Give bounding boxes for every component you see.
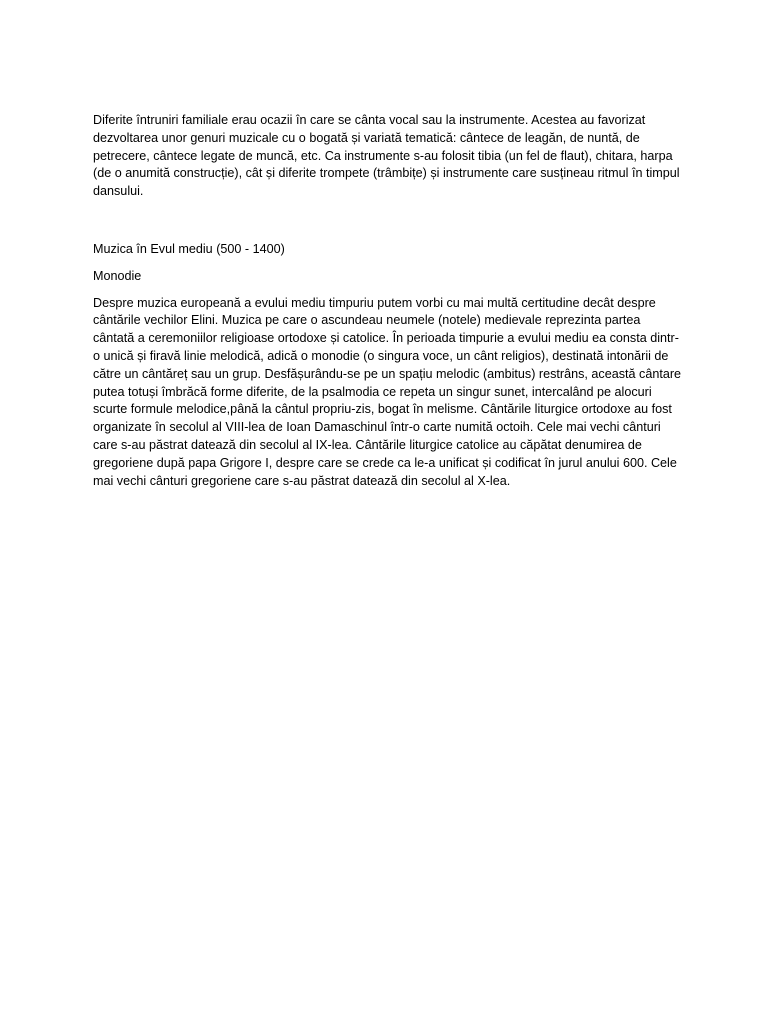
section-subheading: Monodie xyxy=(93,268,142,283)
section-heading: Muzica în Evul mediu (500 - 1400) xyxy=(93,241,285,256)
intro-paragraph: Diferite întruniri familiale erau ocazii în care se cânta vocal sau la instrumente. Acestea au favorizat dezvoltarea unor genuri muzicale cu o bogată și variată tematică: cântece de leagăn, de nuntă, de petrecere, cântece legate de muncă, etc. Ca instrumente s-au folosit tibia (un fel de flaut), chitara, harpa (de o anumită construcție), cât și diferite trompete (trâmbițe) și instrumente care susțineau ritmul în timpul dansului. xyxy=(93,113,680,199)
body-paragraph: Despre muzica europeană a evului mediu timpuriu putem vorbi cu mai multă certitudine decât despre cântările vechilor Elini. Muzica pe care o ascundeau neumele (notele) medievale reprezinta partea cântată a ceremoniilor religioase ortodoxe și catolice. În perioada timpurie a evului mediu ea consta dintr-o unică și firavă linie melodică, adică o monodie (o singura voce, un cânt religios), destinată intonării de către un cântăreț sau un grup. Desfășurându-se pe un spațiu melodic (ambitus) restrâns, această cântare putea totuși îmbrăcă forme diferite, de la psalmodia ce repeta un singur sunet, intercalând pe alocuri scurte formule melodice,până la cântul propriu-zis, bogat în melisme. Cântările liturgice ortodoxe au fost organizate în secolul al VIII-lea de Ioan Damaschinul într-o carte numită octoih. Cele mai vechi cânturi care s-au păstrat datează din secolul al IX-lea. Cântările liturgice catolice au căpătat denumirea de gregoriene după papa Grigore I, despre care se crede ca le-a unificat și codificat în jurul anului 600. Cele mai vechi cânturi gregoriene care s-au păstrat datează din secolul al X-lea. xyxy=(93,295,682,488)
document-page xyxy=(93,112,683,490)
